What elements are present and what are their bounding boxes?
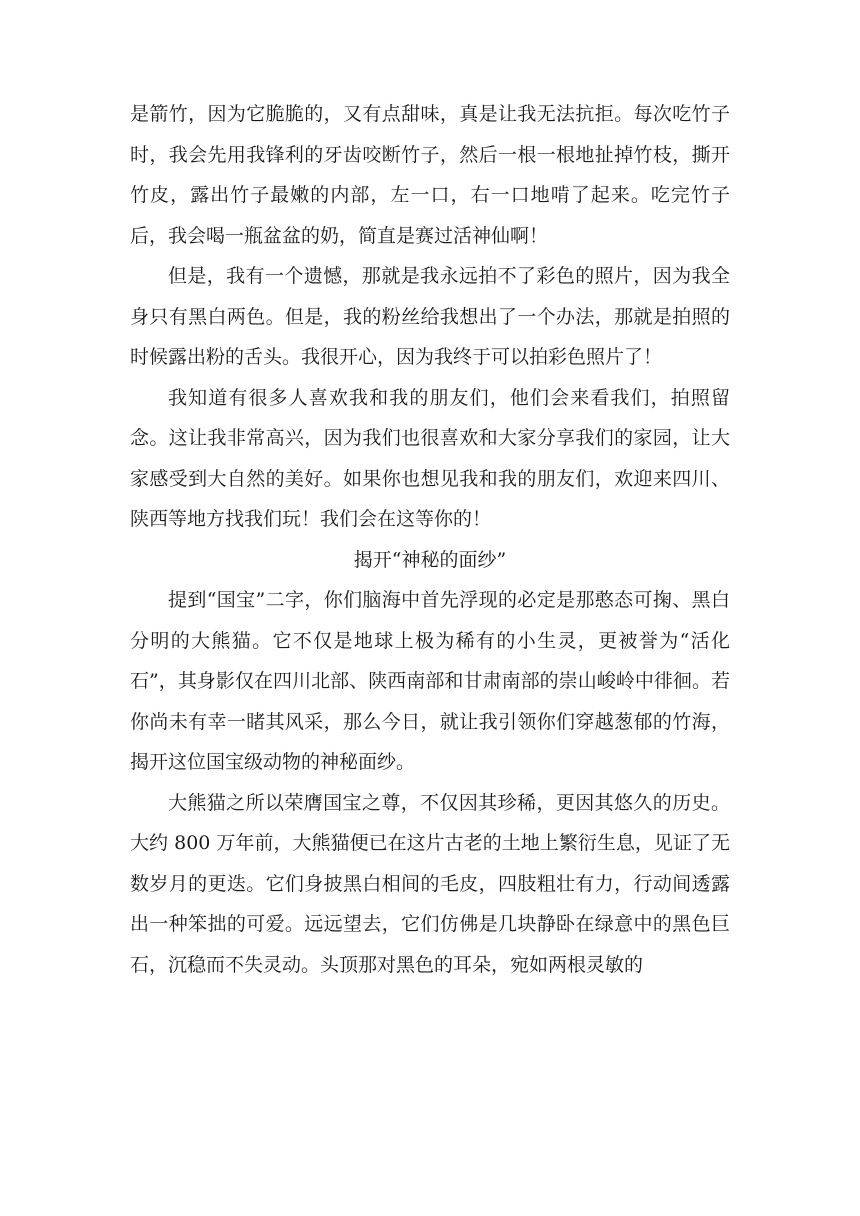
document-body	[130, 94, 730, 985]
paragraph-bamboo: 是箭竹，因为它脆脆的，又有点甜味，真是让我无法抗拒。每次吃竹子时，我会先用我锋利的牙齿咬断竹子，然后一根一根地扯掉竹枝，撕开竹皮，露出竹子最嫩的内部，左一口，右一口地啃了起来。吃完竹子后，我会喝一瓶盆盆的奶，简直是赛过活神仙啊！	[130, 103, 730, 247]
section-heading: 揭开“神秘的面纱”	[353, 548, 507, 571]
paragraph-friends: 我知道有很多人喜欢我和我的朋友们，他们会来看我们，拍照留念。这让我非常高兴，因为我们也很喜欢和大家分享我们的家园，让大家感受到大自然的美好。如果你也想见我和我的朋友们，欢迎来四川、陕西等地方找我们玩！我们会在这等你的！	[130, 386, 730, 530]
paragraph-regret: 但是，我有一个遗憾，那就是我永远拍不了彩色的照片，因为我全身只有黑白两色。但是，我的粉丝给我想出了一个办法，那就是拍照的时候露出粉的舌头。我很开心，因为我终于可以拍彩色照片了！	[130, 265, 730, 368]
paragraph-history: 大熊猫之所以荣膺国宝之尊，不仅因其珍稀，更因其悠久的历史。大约 800 万年前，大熊猫便已在这片古老的土地上繁衍生息，见证了无数岁月的更迭。它们身披黑白相间的毛皮，四肢粗壮有力，行动间透露出一种笨拙的可爱。远远望去，它们仿佛是几块静卧在绿意中的黑色巨石，沉稳而不失灵动。头顶那对黑色的耳朵，宛如两根灵敏的	[130, 791, 730, 976]
paragraph-national-treasure: 提到“国宝”二字，你们脑海中首先浮现的必定是那憨态可掬、黑白分明的大熊猫。它不仅是地球上极为稀有的小生灵，更被誉为“活化石”，其身影仅在四川北部、陕西南部和甘肃南部的崇山峻岭中徘徊。若你尚未有幸一睹其风采，那么今日，就让我引领你们穿越葱郁的竹海，揭开这位国宝级动物的神秘面纱。	[130, 589, 730, 773]
